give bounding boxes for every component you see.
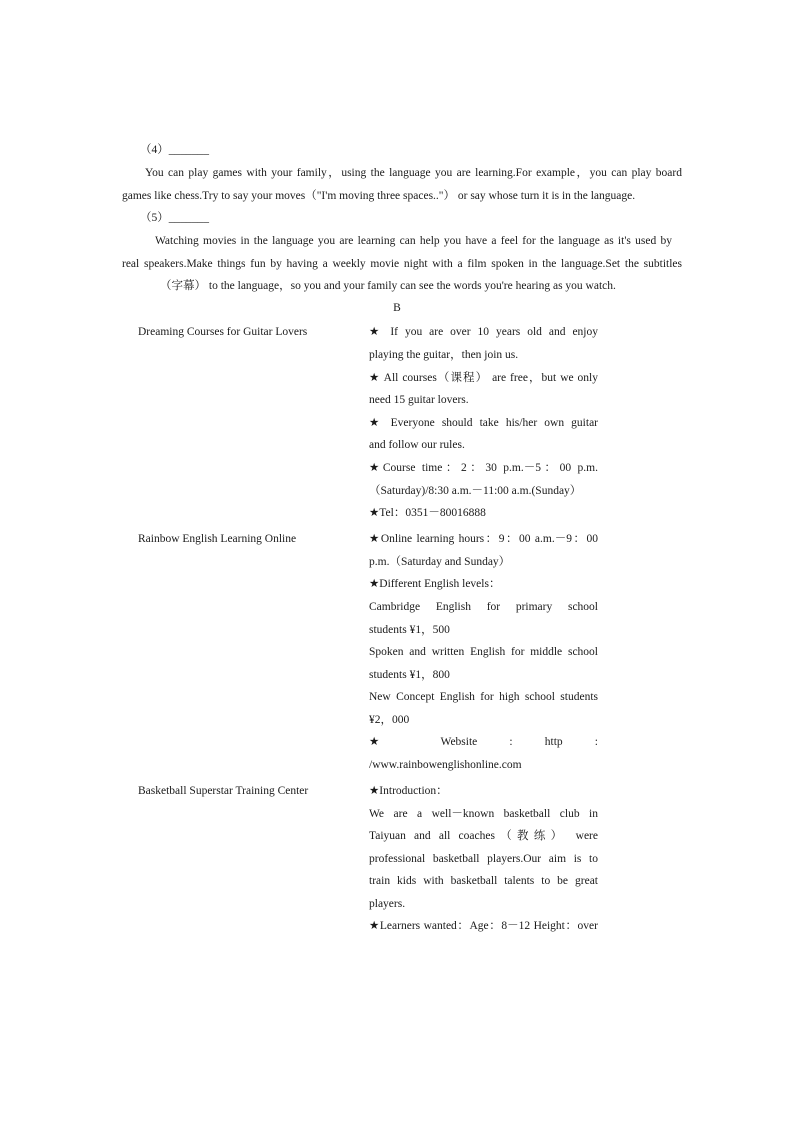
paragraph-5-line-2: real speakers.Make things fun by having a weekly movie night with a film spoken in the language.Set the subtitles bbox=[122, 258, 682, 270]
paragraph-4-line-2: games like chess.Try to say your moves（"I'm moving three spaces.."） or say whose turn it is in the language. bbox=[122, 190, 636, 202]
ad-line: and follow our rules. bbox=[369, 439, 465, 451]
section-b-heading: B bbox=[393, 302, 401, 314]
paragraph-4-line-1: You can play games with your family，using the language you are learning.For example，you can play board bbox=[145, 167, 682, 179]
ad-title-rainbow-english: Rainbow English Learning Online bbox=[138, 533, 297, 545]
ad-line: p.m.（Saturday and Sunday） bbox=[369, 556, 511, 568]
ad-line: We are a well－known basketball club in bbox=[369, 808, 598, 820]
ad-line: professional basketball players.Our aim is to bbox=[369, 853, 598, 865]
ad-line: players. bbox=[369, 898, 406, 910]
paragraph-5-line-3: （字幕） to the language，so you and your family can see the words you're hearing as you watch. bbox=[160, 280, 616, 292]
ad-line: students ¥1，800 bbox=[369, 669, 450, 681]
ad-line: （Saturday)/8:30 a.m.－11:00 a.m.(Sunday） bbox=[369, 485, 582, 497]
ad-line: playing the guitar，then join us. bbox=[369, 349, 519, 361]
ad-line: ★Course time：2：30 p.m.－5：00 p.m. bbox=[369, 462, 598, 474]
ad-line: ★ If you are over 10 years old and enjoy bbox=[369, 326, 598, 338]
ad-line: ★Learners wanted：Age：8－12 Height：over bbox=[369, 920, 598, 932]
ad-line: ★Introduction： bbox=[369, 785, 448, 797]
ad-title-basketball-center: Basketball Superstar Training Center bbox=[138, 785, 309, 797]
ad-website-line: ★ Website : http : bbox=[369, 736, 598, 748]
ad-line: ★ Everyone should take his/her own guitar bbox=[369, 417, 598, 429]
ad-line: students ¥1，500 bbox=[369, 624, 450, 636]
ad-line: ★Online learning hours：9：00 a.m.－9：00 bbox=[369, 533, 598, 545]
ad-line: Cambridge English for primary school bbox=[369, 601, 598, 613]
ad-line: ★ All courses（课程） are free，but we only bbox=[369, 372, 598, 384]
ad-line: ★Tel：0351－80016888 bbox=[369, 507, 486, 519]
item-4-label: （4）_______ bbox=[140, 144, 209, 156]
ad-line: Spoken and written English for middle school bbox=[369, 646, 598, 658]
ad-website-url: /www.rainbowenglishonline.com bbox=[369, 759, 522, 771]
ad-line: New Concept English for high school students bbox=[369, 691, 598, 703]
ad-line: Taiyuan and all coaches（教练） were bbox=[369, 830, 598, 842]
ad-title-guitar-courses: Dreaming Courses for Guitar Lovers bbox=[138, 326, 308, 338]
ad-line: train kids with basketball talents to be great bbox=[369, 875, 598, 887]
ad-line: ¥2，000 bbox=[369, 714, 410, 726]
ad-line: ★Different English levels： bbox=[369, 578, 501, 590]
paragraph-5-line-1: Watching movies in the language you are learning can help you have a feel for the language as it's used by bbox=[155, 235, 672, 247]
ad-line: need 15 guitar lovers. bbox=[369, 394, 469, 406]
item-5-label: （5）_______ bbox=[140, 212, 209, 224]
